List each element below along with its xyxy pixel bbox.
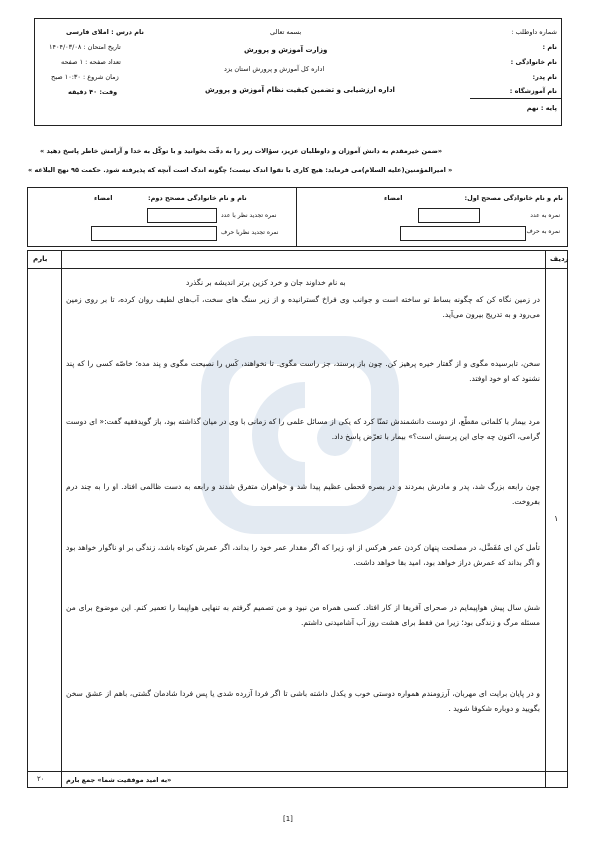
- paragraph-3: مرد بیمار با کلماتی مقطّع، از دوست دانشمندش تمنّا کرد که یکی از مسائل علمی را که زمانی با وی در میان گذاشته بود، باز گویدفقیه گفت:« ای دوست گرامی، اکنون چه جای این پرسش است؟» بیمار با تعرّض پاسخ داد.: [66, 417, 540, 441]
- grader2-score-word-label: نمره تجدید نظربا حرف: [221, 229, 279, 236]
- grader2-title: نام و نام خانوادگی مصحح دوم:: [148, 194, 247, 202]
- grader1-score-num-label: نمره به عدد: [530, 212, 560, 219]
- exam-date: تاریخ امتحان : ۱۴۰۴/۰۳/۰۸: [49, 43, 121, 51]
- table-row-col-line: [545, 250, 546, 788]
- page-number: [1]: [283, 815, 293, 823]
- grade-label: پایه : نهم: [526, 104, 557, 112]
- seat-number-label: شماره داوطلب :: [511, 28, 557, 36]
- ministry-title: وزارت آموزش و پرورش: [244, 46, 328, 54]
- paragraph-5: تأمل کن ای مُفَضَّل، در مصلحت پنهان کردن عمر هرکس از او، زیرا که اگر مقدار عمر خود را بداند، اگر عمرش کوتاه باشد، زندگی بر او ناگوار خواهد بود و اگر بداند که عمرش دراز خواهد بود، امید بقا خواهد داشت.: [66, 543, 540, 567]
- grader2-score-num-field[interactable]: [147, 208, 217, 223]
- page-count: تعداد صفحه : ۱ صفحه: [61, 58, 121, 66]
- total-score: ۲۰: [37, 775, 45, 783]
- grader1-score-word-field[interactable]: [400, 226, 526, 241]
- father-label: نام پدر:: [532, 73, 557, 81]
- start-time: زمان شروع : ۱۰:۳۰ صبح: [51, 73, 119, 81]
- grader2-signature: امضاء: [94, 194, 113, 202]
- table-footer-line: [27, 771, 568, 772]
- name-label: نام :: [542, 43, 557, 51]
- table-header-line: [27, 268, 568, 269]
- graders-divider: [296, 187, 297, 247]
- col-row-header: ردیف: [550, 255, 569, 263]
- paragraph-7: و در پایان برایت ای مهربان، آرزومندم همواره دوستی خوب و یکدل داشته باشی تا اگر فردا آزرده شدی یا پس فردا شادمان گشتی، باهم از عشق سخن بگویید و دوباره شکوفا شوید .: [66, 689, 540, 713]
- grade-divider: [470, 98, 562, 99]
- school-label: نام آموزشگاه :: [509, 87, 557, 95]
- grader2-score-word-field[interactable]: [91, 226, 217, 241]
- col-score-header: بارم: [33, 255, 48, 263]
- basmala: بسمه تعالی: [270, 28, 302, 36]
- grader1-score-word-label: نمره به حرف: [526, 228, 560, 235]
- paragraph-2: سخن، تابرسیده مگوی و از گفتار خیره پرهیز کن. چون باز پرسند، جز راست مگوی. تا نخواهند، کَس را نصیحت مگوی و پند مده؛ خاصّه کسی را که پند نشنود که او خود اوفتد.: [66, 359, 540, 383]
- grader1-title: نام و نام خانوادگی مصحح اول:: [464, 194, 563, 202]
- poem-title: به نام خداوند جان و خرد کزین برتر اندیشه بر نگذرد: [186, 278, 346, 287]
- notice-line-1: «ضمن خیرمقدم به دانش آموزان و داوطلبان عزیز، سؤالات زیر را به دقّت بخوانید و با توکّل به خدا و آرامش خاطر پاسخ دهید »: [40, 147, 443, 155]
- table-footer-text: «به امید موفقیت شما» جمع بارم: [66, 776, 172, 784]
- paragraph-6: شش سال پیش هواپیمایم در صحرای آفریقا از کار افتاد. کسی همراه من نبود و من تصمیم گرفتم به تنهایی هواپیما را تعمیر کنم. این موضوع برای من مسئله مرگ و زندگی بود؛ زیرا من فقط برای هشت روز آب آشامیدنی داشتم.: [66, 603, 540, 627]
- province-office: اداره کل آموزش و پرورش استان یزد: [224, 65, 325, 73]
- grader2-score-num-label: نمره تجدید نظر با عدد: [221, 212, 277, 219]
- duration: وقت: ۴۰ دقیقه: [68, 88, 118, 96]
- table-score-col-line: [61, 250, 62, 788]
- paragraph-4: چون رابعه بزرگ شد، پدر و مادرش بمردند و در بصره قحطی عظیم پیدا شد و خواهران متفرق شدند و رابعه به دست ظالمی افتاد. او را به چند درم بفروخت.: [66, 482, 540, 506]
- grader1-signature: امضاء: [384, 194, 403, 202]
- subject-label: نام درس : املای فارسی: [66, 28, 144, 36]
- row-number: ۱: [554, 514, 559, 523]
- paragraph-1: در زمین نگاه کن که چگونه بساط تو ساخته است و جوانب وی فراخ گسترانیده و از زیر سنگ های سخت، آب‌های لطیف روان کرده، تا بر روی زمین می‌رود و به تدریج بیرون می‌آید.: [66, 295, 540, 319]
- family-label: نام خانوادگی :: [510, 58, 557, 66]
- notice-line-2: « امیرالمؤمنین(علیه السلام)می فرماید: هیچ کاری با تقوا اندک نیست؛ چگونه اندک است آنچه که پذیرفته شود. حکمت ۹۵ نهج البلاغه »: [28, 166, 453, 174]
- department-title: اداره ارزشیابی و تضمین کیفیت نظام آموزش و پرورش: [205, 86, 395, 94]
- grader1-score-num-field[interactable]: [418, 208, 480, 223]
